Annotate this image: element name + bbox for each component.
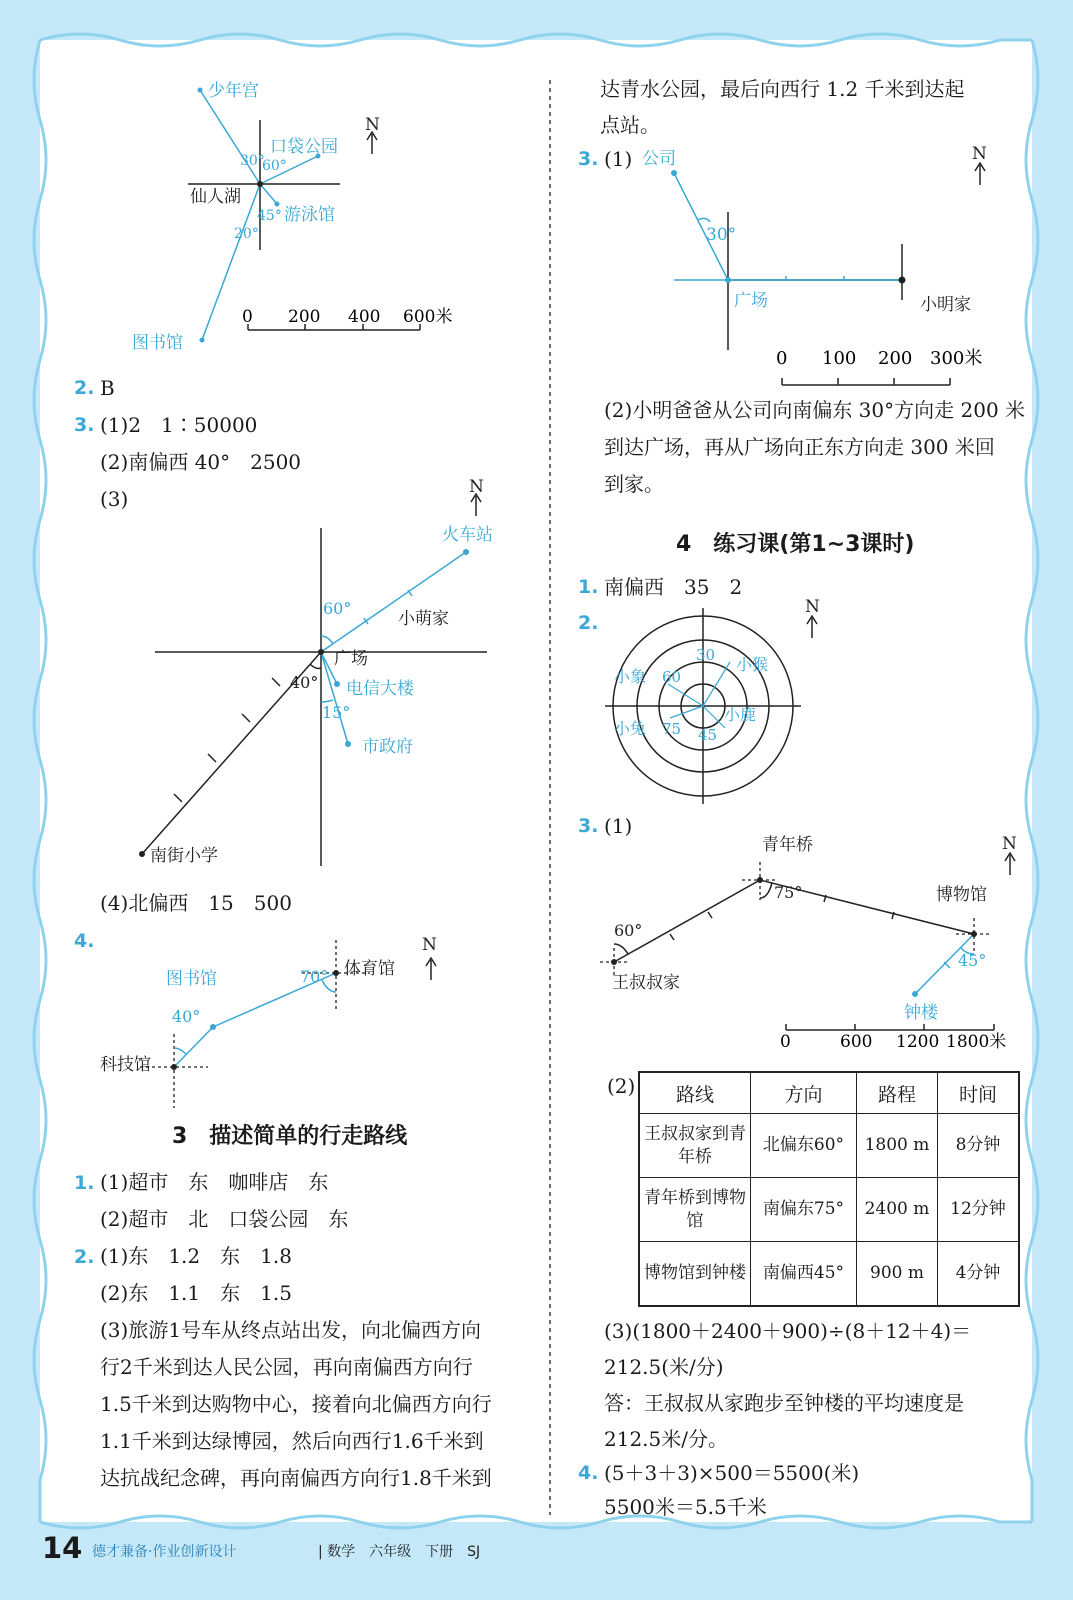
col-distance: 路程 — [857, 1072, 938, 1114]
north-label: N — [972, 144, 987, 164]
label-museum: 博物馆 — [936, 885, 987, 905]
north-label: N — [469, 477, 484, 497]
s3-q2-line1: (1)东 1.2 东 1.8 — [100, 1244, 292, 1268]
label-science-museum: 科技馆 — [100, 1055, 151, 1075]
s4-q3-3-line4: 212.5米/分。 — [604, 1427, 728, 1451]
s3-q1-number: 1. — [74, 1172, 95, 1194]
cell-distance: 2400 m — [857, 1178, 938, 1242]
angle-40: 40° — [290, 673, 319, 692]
figure-1-map — [120, 70, 480, 370]
angle-75: 75° — [774, 883, 803, 902]
angle-30: 30° — [706, 225, 737, 245]
figure-6-route — [600, 834, 1020, 1052]
q3-number: 3. — [74, 414, 95, 436]
q4-number: 4. — [74, 930, 95, 952]
s3-q2-line2: (2)东 1.1 东 1.5 — [100, 1281, 292, 1305]
north-label: N — [422, 935, 437, 955]
angle-40: 40° — [172, 1007, 201, 1026]
s4-q3-3-line2: 212.5(米/分) — [604, 1355, 724, 1379]
label-stadium: 体育馆 — [344, 959, 395, 979]
cell-route: 王叔叔家到青年桥 — [639, 1114, 751, 1178]
s4-q4-number: 4. — [578, 1462, 599, 1484]
label-train-station: 火车站 — [442, 525, 493, 545]
angle-20: 20° — [234, 226, 259, 242]
table-header-row — [639, 1072, 1019, 1114]
r-q3-part1: (1) — [604, 147, 633, 171]
section-4-title: 4 练习课(第1~3课时) — [676, 532, 915, 557]
cell-route: 博物馆到钟楼 — [639, 1242, 751, 1307]
page-number: 14 — [42, 1531, 83, 1565]
s4-q3-part2: (2) — [607, 1074, 636, 1098]
scale-1200: 1200 — [896, 1032, 940, 1052]
label-square: 广场 — [734, 291, 768, 311]
label-youth-palace: 少年宫 — [208, 81, 259, 101]
label-company: 公司 — [642, 149, 676, 169]
label-elephant: 小象 — [614, 667, 647, 686]
cell-distance: 1800 m — [857, 1114, 938, 1178]
angle-15: 15° — [322, 703, 351, 722]
footer-brand: 德才兼备·作业创新设计 — [92, 1544, 237, 1560]
figure-2-map — [130, 478, 520, 888]
angle-60: 60° — [262, 158, 287, 174]
label-city-hall: 市政府 — [362, 737, 413, 757]
figure-3-map — [100, 930, 460, 1110]
r-q3-number: 3. — [578, 148, 599, 170]
scale-400: 400 — [348, 307, 381, 327]
label-xiaoming-home: 小明家 — [920, 295, 971, 315]
s3-q1-line1: (1)超市 东 咖啡店 东 — [100, 1170, 329, 1194]
scale-200: 200 — [878, 348, 913, 369]
s3-q2-line4: 行2千米到达人民公园，再向南偏西方向行 — [100, 1355, 473, 1379]
scale-1800: 1800米 — [946, 1032, 1007, 1052]
cell-time: 12分钟 — [938, 1178, 1020, 1242]
s3-q2-line3: (3)旅游1号车从终点站出发，向北偏西方向 — [100, 1318, 482, 1342]
label-telecom: 电信大楼 — [346, 679, 414, 699]
angle-60: 60° — [614, 921, 643, 940]
cell-time: 8分钟 — [938, 1114, 1020, 1178]
cell-direction: 南偏东75° — [751, 1178, 857, 1242]
figure-5-circles — [600, 597, 830, 800]
q2-number: 2. — [74, 377, 95, 399]
label-square: 广场 — [334, 649, 368, 669]
scale-0: 0 — [780, 1032, 791, 1052]
scale-0: 0 — [776, 348, 788, 369]
angle-60: 60° — [323, 599, 352, 618]
cell-direction: 北偏东60° — [751, 1114, 857, 1178]
cell-direction: 南偏西45° — [751, 1242, 857, 1307]
s4-q3-part1: (1) — [604, 814, 633, 838]
col-route: 路线 — [639, 1072, 751, 1114]
scale-100: 100 — [822, 348, 857, 369]
footer-subject: | 数学 六年级 下册 SJ — [318, 1544, 481, 1560]
cell-route: 青年桥到博物馆 — [639, 1178, 751, 1242]
label-bell-tower: 钟楼 — [904, 1003, 938, 1023]
scale-600: 600 — [840, 1032, 873, 1052]
scale-0: 0 — [242, 307, 253, 327]
scale-200: 200 — [288, 307, 321, 327]
s4-q4-line2: 5500米＝5.5千米 — [604, 1495, 767, 1519]
q3-line1: (1)2 1∶50000 — [100, 413, 258, 437]
north-label: N — [1002, 834, 1017, 854]
section-3-title: 3 描述简单的行走路线 — [172, 1124, 408, 1149]
label-xianren-lake: 仙人湖 — [190, 187, 241, 207]
s4-q3-number: 3. — [578, 815, 599, 837]
q3-part4: (4)北偏西 15 500 — [100, 891, 292, 915]
scale-600: 600米 — [403, 307, 453, 327]
q2-answer: B — [100, 376, 115, 400]
angle-75: 75 — [662, 720, 682, 738]
angle-60: 60 — [662, 668, 682, 686]
s4-q3-3-line3: 答：王叔叔从家跑步至钟楼的平均速度是 — [604, 1391, 964, 1415]
cell-distance: 900 m — [857, 1242, 938, 1307]
r-q3-2-line3: 到家。 — [604, 472, 664, 496]
s3-q2-line7: 达抗战纪念碑，再向南偏西方向行1.8千米到 — [100, 1466, 492, 1490]
scale-300: 300米 — [930, 348, 983, 369]
label-pocket-park: 口袋公园 — [270, 137, 338, 157]
angle-30: 30 — [696, 646, 716, 664]
label-nanjie-school: 南街小学 — [150, 846, 218, 866]
s4-q1-answer: 南偏西 35 2 — [604, 575, 743, 599]
angle-45: 45 — [698, 726, 718, 744]
s3-q2-line6: 1.1千米到达绿博园，然后向西行1.6千米到 — [100, 1429, 484, 1453]
col-direction: 方向 — [751, 1072, 857, 1114]
s3-q2-line5: 1.5千米到达购物中心，接着向北偏西方向行 — [100, 1392, 492, 1416]
angle-70: 70° — [300, 967, 329, 986]
route-table — [638, 1071, 1020, 1307]
r-q3-2-line2: 到达广场，再从广场向正东方向走 300 米回 — [604, 435, 995, 459]
angle-45: 45° — [958, 951, 987, 970]
s3-q2-number: 2. — [74, 1246, 95, 1268]
table-row — [639, 1114, 1019, 1178]
figure-4-map — [642, 140, 1020, 390]
north-label: N — [365, 115, 380, 135]
label-library: 图书馆 — [166, 969, 217, 989]
label-uncle-wang-home: 王叔叔家 — [612, 973, 680, 993]
angle-45: 45° — [257, 208, 282, 224]
north-label: N — [805, 597, 820, 617]
s3-q1-line2: (2)超市 北 口袋公园 东 — [100, 1207, 349, 1231]
s4-q3-3-line1: (3)(1800＋2400＋900)÷(8＋12＋4)＝ — [604, 1319, 972, 1343]
label-youth-bridge: 青年桥 — [762, 835, 813, 855]
label-xiaomeng-home: 小萌家 — [398, 609, 449, 629]
q3-line2: (2)南偏西 40° 2500 — [100, 450, 302, 474]
r-q3-2-line1: (2)小明爸爸从公司向南偏东 30°方向走 200 米 — [604, 398, 1026, 422]
continuation-line1: 达青水公园，最后向西行 1.2 千米到达起 — [600, 77, 965, 101]
label-library: 图书馆 — [132, 333, 183, 353]
label-deer: 小鹿 — [724, 705, 757, 724]
s4-q1-number: 1. — [578, 576, 599, 598]
label-pool: 游泳馆 — [284, 205, 335, 225]
continuation-line2: 点站。 — [600, 113, 660, 137]
q3-line3: (3) — [100, 487, 129, 511]
label-rabbit: 小兔 — [614, 719, 647, 738]
col-time: 时间 — [938, 1072, 1020, 1114]
label-monkey: 小猴 — [736, 655, 769, 674]
table-row — [639, 1242, 1019, 1307]
angle-30: 30° — [240, 153, 265, 169]
table-row — [639, 1178, 1019, 1242]
s4-q2-number: 2. — [578, 612, 599, 634]
s4-q4-line1: (5＋3＋3)×500＝5500(米) — [604, 1461, 860, 1485]
cell-time: 4分钟 — [938, 1242, 1020, 1307]
